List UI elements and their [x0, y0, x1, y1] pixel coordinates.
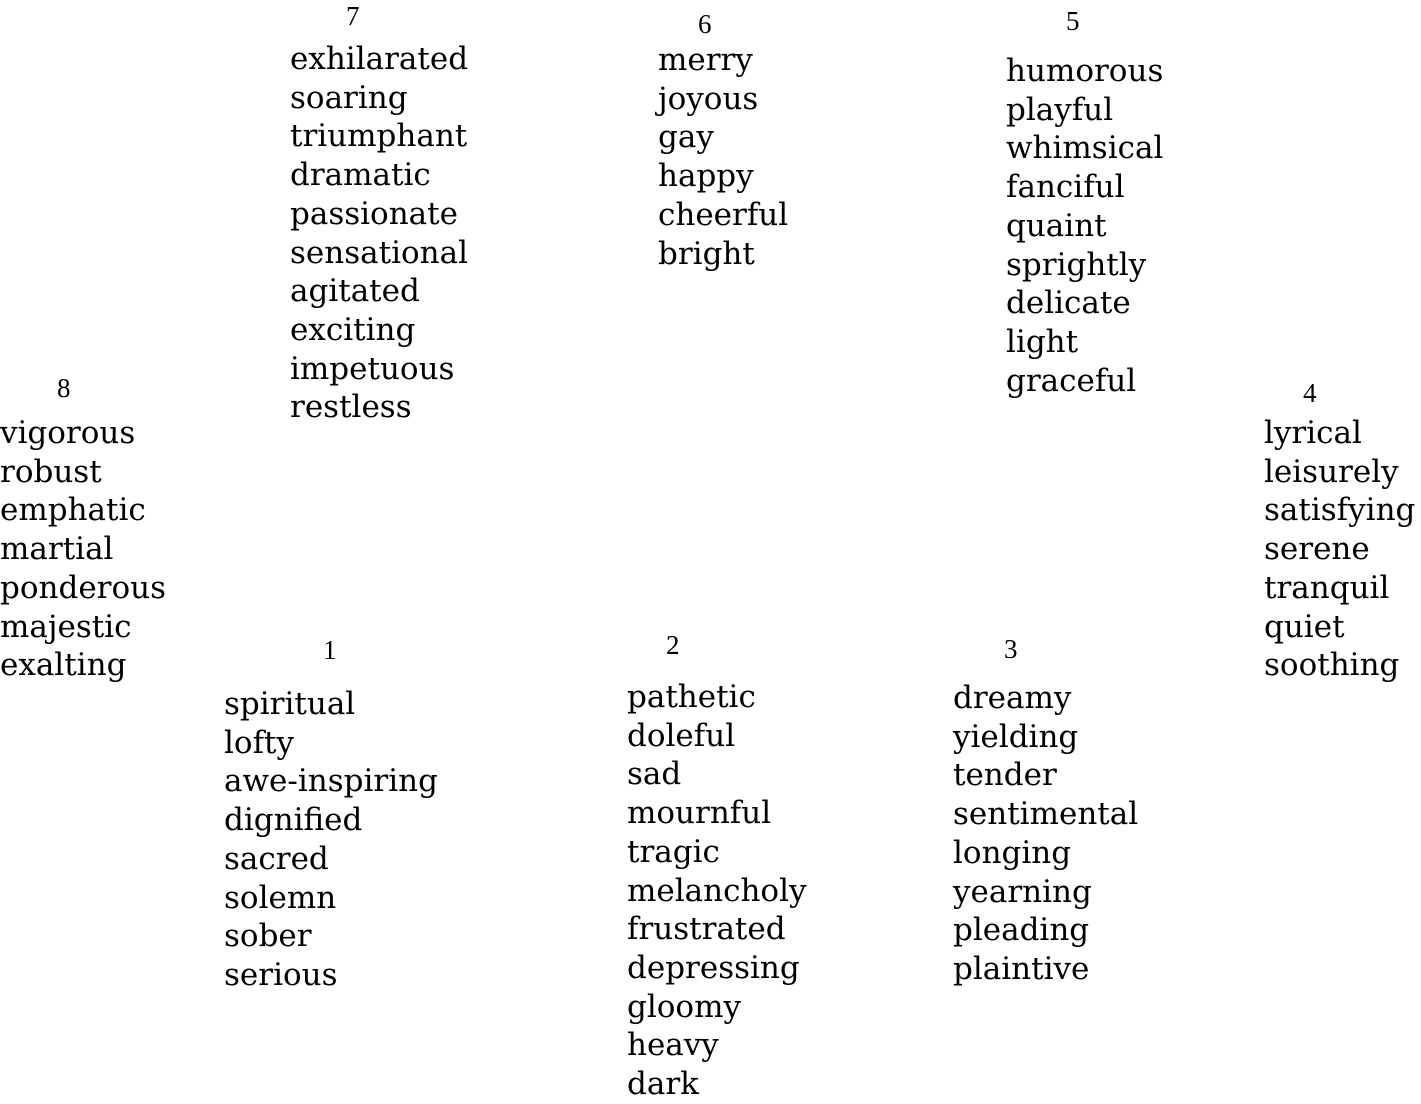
adjective-word: yearning [953, 873, 1092, 910]
adjective-word: delicate [1006, 285, 1131, 322]
adjective-word: satisfying [1264, 492, 1416, 529]
adjective-word: quaint [1006, 207, 1107, 244]
cluster-8-words [0, 414, 166, 685]
adjective-word: mournful [627, 795, 772, 832]
adjective-word: dramatic [290, 157, 431, 194]
adjective-word: bright [658, 235, 755, 272]
adjective-word: humorous [1006, 53, 1164, 89]
adjective-word: pathetic [627, 679, 756, 715]
adjective-word: awe-inspiring [224, 763, 438, 800]
adjective-word: spiritual [224, 686, 356, 722]
adjective-word: graceful [1006, 362, 1137, 399]
adjective-word: exciting [290, 311, 416, 348]
adjective-word: exhilarated [290, 41, 469, 77]
adjective-word: dreamy [953, 680, 1072, 716]
cluster-6-number: 6 [698, 9, 712, 39]
adjective-word: sober [224, 918, 312, 955]
adjective-word: emphatic [0, 492, 146, 529]
adjective-word: agitated [290, 273, 420, 310]
adjective-word: plaintive [953, 950, 1090, 987]
adjective-word: soaring [290, 79, 408, 116]
cluster-3-number: 3 [1004, 634, 1018, 664]
adjective-word: tranquil [1264, 569, 1390, 606]
cluster-3-words [953, 679, 1138, 989]
adjective-word: sprightly [1006, 246, 1147, 283]
adjective-word: lyrical [1264, 415, 1362, 451]
cluster-4-words [1264, 414, 1415, 685]
cluster-5-number: 5 [1066, 6, 1080, 36]
adjective-word: longing [953, 834, 1072, 871]
adjective-word: dark [627, 1066, 699, 1103]
adjective-word: solemn [224, 879, 337, 916]
cluster-1-number: 1 [323, 635, 337, 665]
adjective-word: gay [658, 119, 714, 156]
adjective-word: martial [0, 531, 114, 568]
cluster-5-words [1006, 52, 1163, 400]
cluster-2-words [627, 678, 807, 1104]
adjective-word: ponderous [0, 569, 167, 606]
adjective-word: merry [658, 42, 753, 78]
cluster-4-number: 4 [1303, 378, 1317, 408]
adjective-word: yielding [953, 718, 1079, 755]
adjective-word: serious [224, 956, 338, 993]
cluster-1-words [224, 685, 438, 995]
adjective-word: tragic [627, 833, 720, 870]
adjective-word: melancholy [627, 872, 807, 909]
cluster-6-words [658, 41, 788, 273]
adjective-word: light [1006, 323, 1079, 360]
adjective-word: soothing [1264, 647, 1400, 684]
adjective-word: frustrated [627, 911, 786, 948]
adjective-word: serene [1264, 531, 1370, 568]
adjective-word: sacred [224, 840, 329, 877]
adjective-word: sad [627, 756, 682, 793]
adjective-word: exalting [0, 647, 127, 684]
adjective-word: fanciful [1006, 169, 1125, 206]
adjective-word: tender [953, 757, 1057, 794]
adjective-word: robust [0, 453, 102, 490]
adjective-word: whimsical [1006, 130, 1164, 167]
cluster-7-number: 7 [346, 1, 360, 31]
adjective-word: sensational [290, 234, 469, 271]
adjective-word: heavy [627, 1027, 719, 1064]
adjective-word: depressing [627, 949, 800, 986]
adjective-word: happy [658, 158, 754, 195]
adjective-word: sentimental [953, 796, 1139, 833]
adjective-word: impetuous [290, 350, 455, 387]
adjective-word: joyous [658, 80, 759, 117]
adjective-word: doleful [627, 717, 736, 754]
cluster-2-number: 2 [666, 630, 680, 660]
adjective-word: restless [290, 389, 412, 426]
adjective-word: dignified [224, 802, 363, 839]
cluster-8-number: 8 [57, 373, 71, 403]
adjective-word: majestic [0, 608, 132, 645]
adjective-word: quiet [1264, 608, 1345, 645]
adjective-word: vigorous [0, 415, 136, 451]
adjective-word: lofty [224, 724, 295, 761]
adjective-word: pleading [953, 912, 1090, 949]
adjective-word: triumphant [290, 118, 468, 155]
adjective-word: passionate [290, 195, 458, 232]
adjective-word: gloomy [627, 988, 741, 1025]
adjective-word: leisurely [1264, 453, 1399, 490]
adjective-word: playful [1006, 91, 1114, 128]
cluster-7-words [290, 40, 468, 427]
adjective-word: cheerful [658, 196, 789, 233]
